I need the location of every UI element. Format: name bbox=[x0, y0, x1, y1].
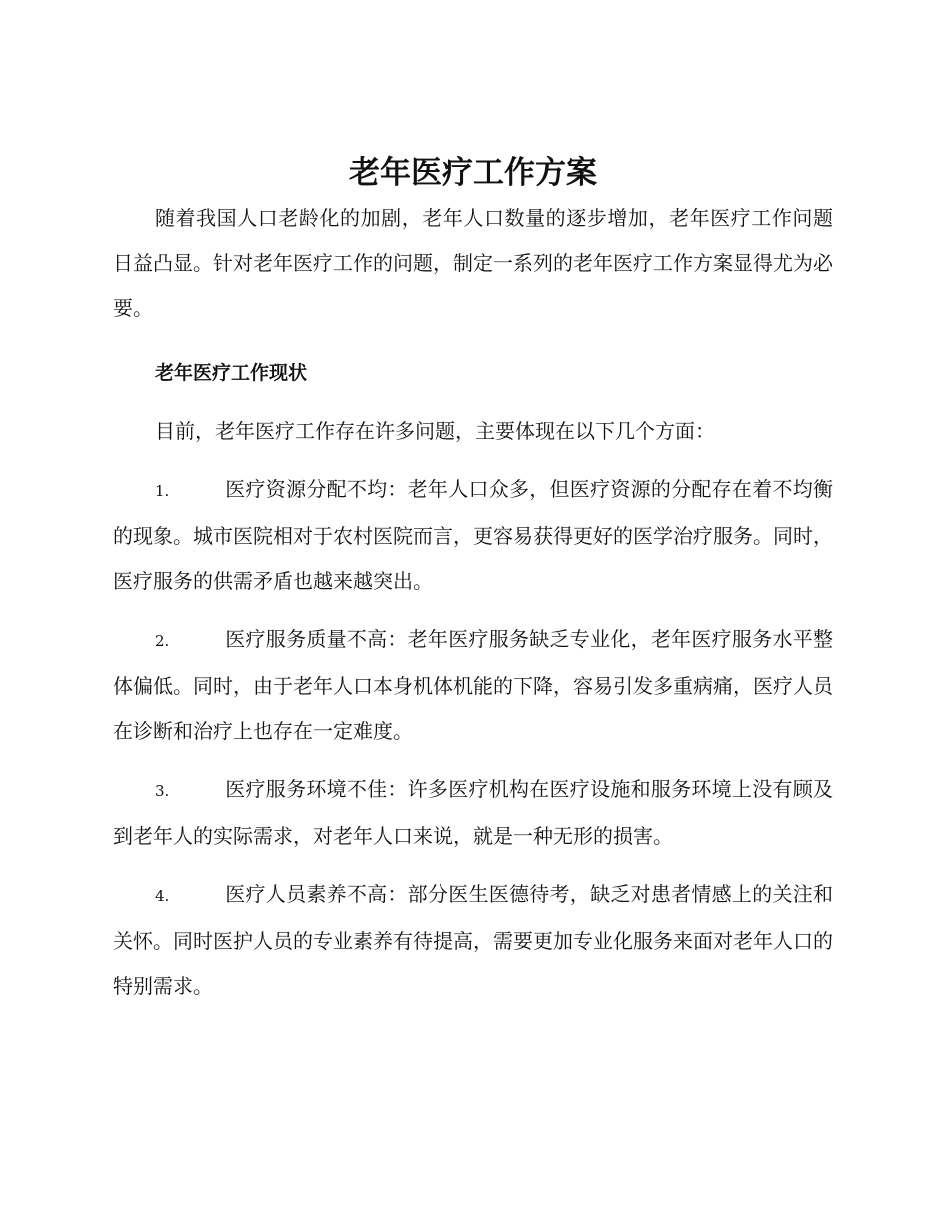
list-item-text: 医疗服务环境不佳：许多医疗机构在医疗设施和服务环境上没有顾及到老年人的实际需求，对老年人口来说，就是一种无形的损害。 bbox=[113, 777, 833, 848]
list-item bbox=[113, 767, 833, 859]
list-item-text: 医疗人员素养不高：部分医生医德待考，缺乏对患者情感上的关注和关怀。同时医护人员的专业素养有待提高，需要更加专业化服务来面对老年人口的特别需求。 bbox=[113, 882, 833, 998]
section-heading: 老年医疗工作现状 bbox=[155, 362, 308, 384]
document-title: 老年医疗工作方案 bbox=[349, 155, 597, 191]
list-item-number: 4. bbox=[155, 887, 170, 905]
list-item bbox=[113, 467, 833, 604]
document-body bbox=[113, 150, 833, 1009]
list-item-number: 3. bbox=[155, 782, 170, 800]
list-item-number: 1. bbox=[155, 482, 170, 500]
list-item-text: 医疗资源分配不均：老年人口众多，但医疗资源的分配存在着不均衡的现象。城市医院相对于农村医院而言，更容易获得更好的医学治疗服务。同时，医疗服务的供需矛盾也越来越突出。 bbox=[113, 477, 833, 593]
lead-paragraph: 目前，老年医疗工作存在许多问题，主要体现在以下几个方面： bbox=[155, 419, 715, 443]
list-item-number: 2. bbox=[155, 632, 170, 650]
list-item bbox=[113, 872, 833, 1009]
list-item-text: 医疗服务质量不高：老年医疗服务缺乏专业化，老年医疗服务水平整体偏低。同时，由于老年人口本身机体机能的下降，容易引发多重病痛，医疗人员在诊断和治疗上也存在一定难度。 bbox=[113, 627, 833, 743]
list-item bbox=[113, 617, 833, 754]
intro-paragraph: 随着我国人口老龄化的加剧，老年人口数量的逐步增加，老年医疗工作问题日益凸显。针对老年医疗工作的问题，制定一系列的老年医疗工作方案显得尤为必要。 bbox=[113, 206, 833, 320]
